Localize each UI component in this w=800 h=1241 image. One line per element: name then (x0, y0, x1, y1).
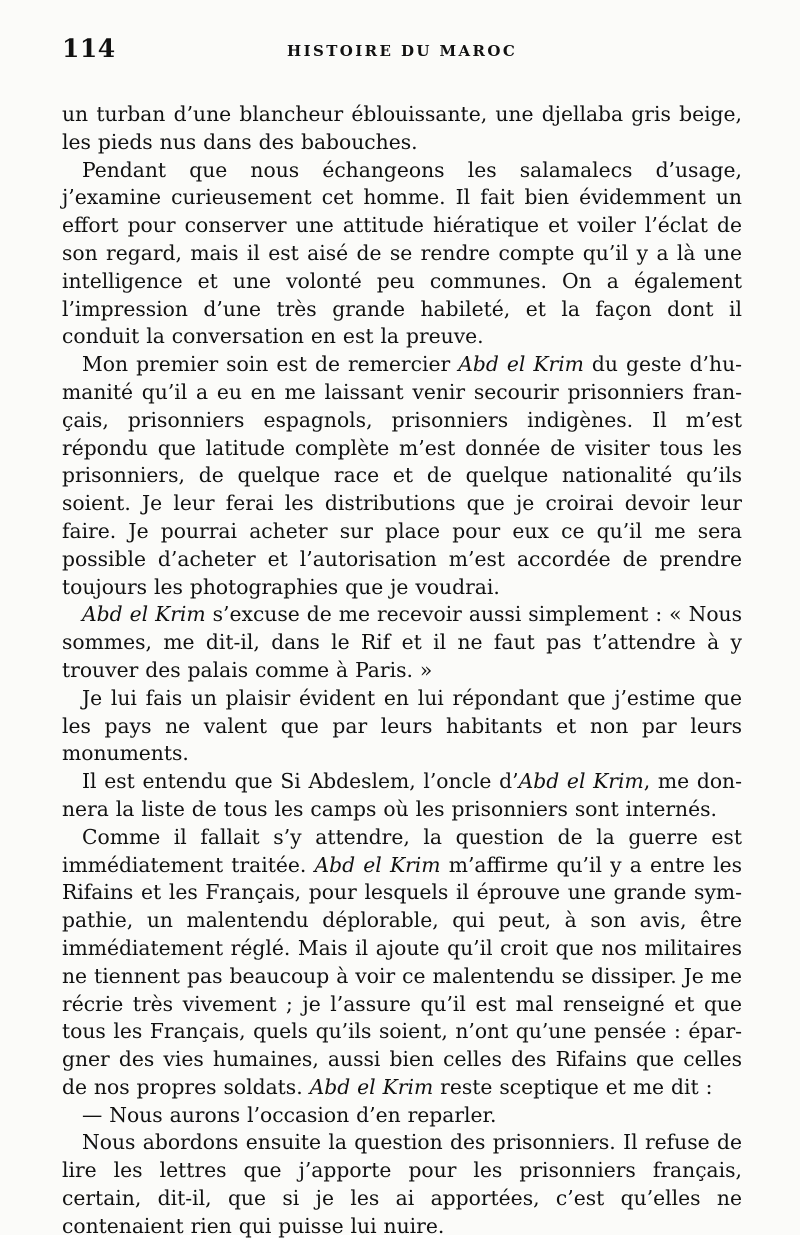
paragraph (62, 685, 742, 768)
text-segment: Comme il fallait s’y attendre, la question de la guerre est immédiatement traitée. (62, 824, 742, 877)
text-segment: Mon premier soin est de remercier (82, 352, 459, 377)
italic-name: Abd el Krim (458, 352, 584, 377)
text-segment: du geste d’humanité qu’il a eu en me laissant venir secourir prisonniers français, prisonniers espagnols, prisonniers indigènes. Il m’est répondu que latitude complète m’est donnée de visiter tous les prisonniers, de quelque race et de quelque nationalité qu’ils soient. Je leur ferai les distributions que je croirai devoir leur faire. Je pourrai acheter sur place pour eux ce qu’il me sera possible d’acheter et l’autorisation m’est accordée de prendre toujours les photographies que je voudrai. (62, 352, 742, 599)
text-segment: Il est entendu que Si Abdeslem, l’oncle d’ (82, 769, 519, 794)
page-header (62, 34, 742, 66)
text-segment: Pendant que nous échangeons les salamalecs d’usage, j’examine curieusement cet homme. Il fait bien évidemment un effort pour conserver une attitude hiératique et voiler l’éclat de son regard, mais il est aisé de se rendre compte qu’il y a là une intelligence et une volonté peu communes. On a également l’impression d’une très grande habileté, et la façon dont il conduit la conversation en est la preuve. (62, 157, 742, 349)
text-segment: m’affirme qu’il y a entre les Rifains et les Français, pour lesquels il éprouve une grande sympathie, un malentendu déplorable, qui peut, à son avis, être immédiatement réglé. Mais il ajoute qu’il croit que nos militaires ne tiennent pas beaucoup à voir ce malentendu se dissiper. Je me récrie très vivement ; je l’assure qu’il est mal renseigné et que tous les Français, quels qu’ils soient, n’ont qu’une pensée : épargner des vies humaines, aussi bien celles des Rifains que celles de nos propres soldats. (62, 852, 743, 1099)
text-segment: s’excuse de me recevoir aussi simplement : « Nous sommes, me dit-il, dans le Rif et il ne faut pas t’attendre à y trouver des palais comme à Paris. » (62, 602, 742, 682)
italic-name: Abd el Krim (518, 769, 644, 794)
page-number: 114 (62, 34, 116, 63)
text-segment: , me donnera la liste de tous les camps où les prisonniers sont internés. (62, 769, 742, 821)
text-segment: un turban d’une blancheur éblouissante, une djellaba gris beige, les pieds nus dans des babouches. (62, 102, 742, 154)
paragraph (62, 1102, 742, 1130)
text-segment: Nous abordons ensuite la question des prisonniers. Il refuse de lire les lettres que j’apporte pour les prisonniers français, certain, dit-il, que si je les ai apportées, c’est qu’elles ne contenaient rien qui puisse lui nuire. (62, 1130, 742, 1238)
paragraph (62, 157, 742, 352)
paragraph (62, 768, 742, 824)
text-segment: — Nous aurons l’occasion d’en reparler. (82, 1102, 497, 1127)
italic-name: Abd el Krim (82, 602, 206, 627)
paragraph (62, 101, 742, 157)
text-segment: Je lui fais un plaisir évident en lui répondant que j’estime que les pays ne valent que par leurs habitants et non par leurs monuments. (62, 685, 742, 766)
paragraph (62, 824, 742, 1102)
paragraph (62, 351, 742, 601)
italic-name: Abd el Krim (314, 852, 441, 877)
text-segment: reste sceptique et me dit : (433, 1074, 713, 1099)
running-title: HISTOIRE DU MAROC (287, 42, 518, 60)
italic-name: Abd el Krim (309, 1074, 434, 1099)
paragraph (62, 601, 742, 684)
paragraph (62, 1129, 742, 1240)
body-text (62, 101, 742, 1241)
